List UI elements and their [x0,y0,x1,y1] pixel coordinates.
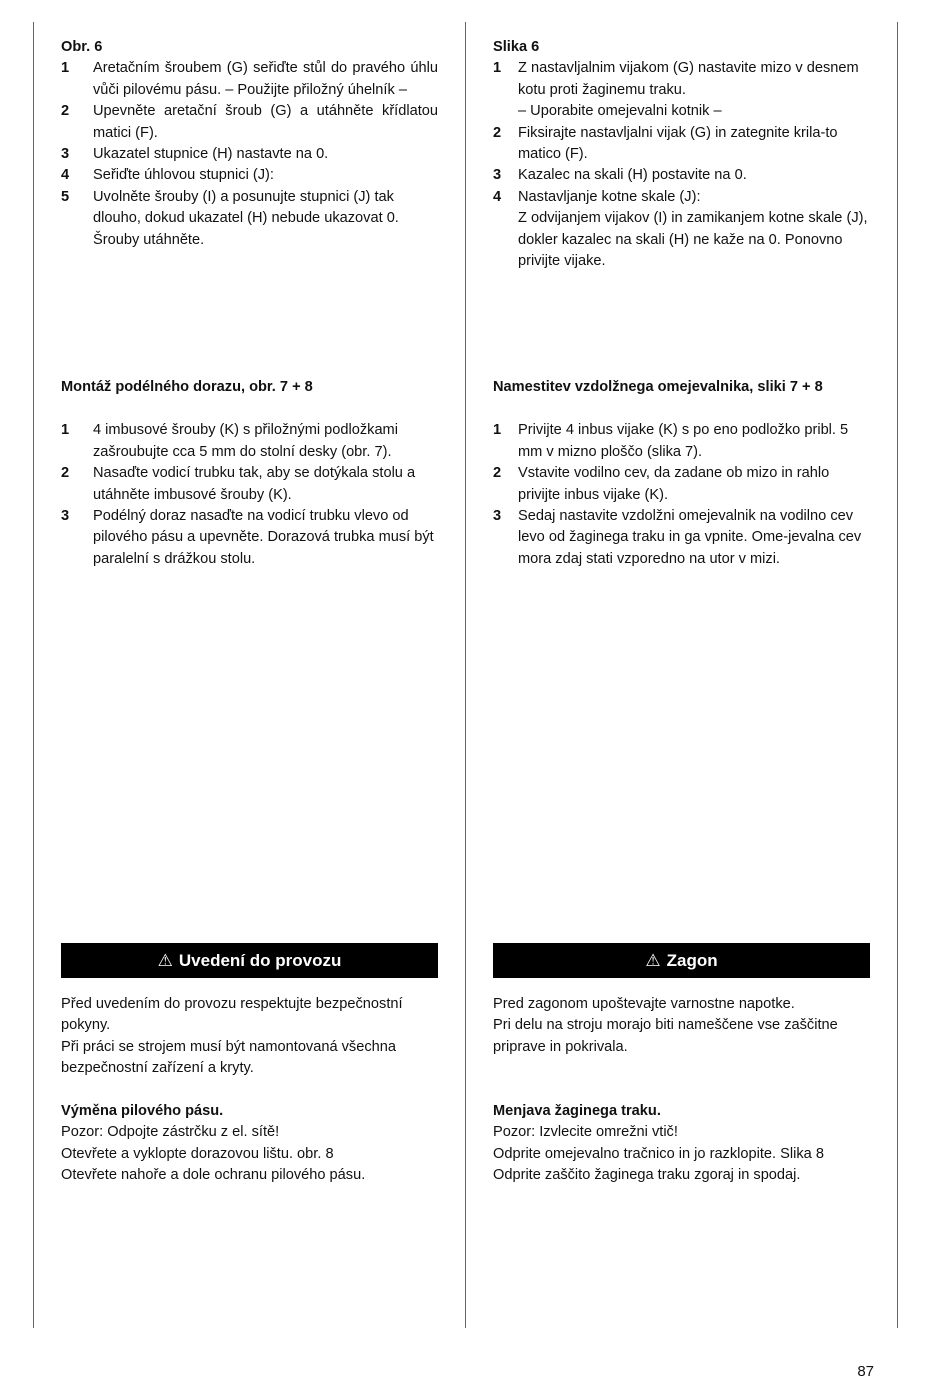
item-text: Nasaďte vodicí trubku tak, aby se dotýkala stolu a utáhněte imbusové šrouby (K). [93,465,416,503]
left-startup-text [61,994,438,1080]
warning-icon: ⚠ [157,951,173,970]
item-text: Uvolněte šrouby (I) a posunujte stupnici (J) tak dlouho, dokud ukazatel (H) nebude ukazovat 0. Šrouby utáhněte. [93,188,399,248]
item-text: Fiksirajte nastavljalni vijak (G) in zategnite krila-to matico (F). [518,124,838,163]
item-text: Nastavljanje kotne skale (J): [518,188,701,205]
list-item [61,506,438,570]
list-item [61,463,438,506]
paragraph-line: Pred zagonom upoštevajte varnostne napotke. [493,996,795,1012]
item-text: 4 imbusové šrouby (K) s přiložnými podložkami zašroubujte cca 5 mm do stolní desky (obr. 7). [93,422,398,460]
item-text: Upevněte aretační šroub (G) a utáhněte křídlatou matici (F). [93,103,438,141]
item-number: 1 [61,422,70,439]
paragraph-line: Otevřete nahoře a dole ochranu pilového pásu. [61,1167,366,1184]
list-item [493,123,870,166]
item-number: 1 [493,60,502,77]
right-startup-title: Zagon [666,951,718,970]
paragraph-line: Při práci se strojem musí být namontovaná všechna bezpečnostní zařízení a kryty. [61,1038,396,1077]
item-text: Podélný doraz nasaďte na vodicí trubku vlevo od pilového pásu a upevněte. Dorazová trubka musí být paralelní s drážkou stolu. [93,508,434,567]
list-item [493,58,870,122]
left-blade-heading: Výměna pilového pásu. [61,1103,224,1119]
item-number: 1 [61,60,70,77]
item-text: Kazalec na skali (H) postavite na 0. [518,167,747,184]
center-column-rule [465,22,466,1328]
item-text: Vstavite vodilno cev, da zadane ob mizo in rahlo privijte inbus vijake (K). [518,465,830,503]
paragraph-line: Odprite omejevalno tračnico in jo razklopite. Slika 8 [493,1145,824,1162]
list-item [493,187,870,273]
left-fig78-heading: Montáž podélného dorazu, obr. 7 + 8 [61,379,313,395]
item-number: 4 [61,167,70,184]
item-subtext: – Uporabite omejevalni kotnik – [518,103,722,120]
right-fig6-section [493,37,870,272]
right-fig78-list [493,420,870,570]
item-number: 3 [61,146,70,163]
paragraph-line: Pozor: Odpojte zástrčku z el. sítě! [61,1124,280,1141]
left-startup-title: Uvedení do provozu [178,951,342,970]
list-item [493,420,870,463]
list-item [61,165,438,186]
item-text: Aretačním šroubem (G) seřiďte stůl do pravého úhlu vůči pilovému pásu. – Použijte přiložný úhelník – [93,60,438,98]
right-blade-section [493,1101,870,1187]
item-text: Seřiďte úhlovou stupnici (J): [93,167,274,184]
left-fig78-list [61,420,438,570]
list-item [61,144,438,165]
right-startup-text [493,994,870,1058]
right-fig78-section [493,377,870,570]
right-fig6-heading: Slika 6 [493,39,540,55]
right-margin-rule [897,22,898,1328]
paragraph-line: Otevřete a vyklopte dorazovou lištu. obr. 8 [61,1145,334,1162]
item-number: 3 [493,508,502,525]
list-item [493,463,870,506]
left-fig6-heading: Obr. 6 [61,39,103,55]
item-number: 2 [493,465,502,482]
left-blade-section [61,1101,438,1187]
list-item [493,506,870,570]
item-number: 2 [61,465,70,482]
right-startup-bar [493,943,870,978]
paragraph-line: Pozor: Izvlecite omrežni vtič! [493,1124,678,1141]
item-subtext: Z odvijanjem vijakov (I) in zamikanjem kotne skale (J), dokler kazalec na skali (H) ne kaže na 0. Ponovno privijte vijake. [518,210,868,270]
page-number: 87 [857,1363,874,1380]
paragraph-line: Pri delu na stroju morajo biti nameščene vse zaščitne priprave in pokrivala. [493,1017,838,1055]
warning-icon: ⚠ [645,951,661,970]
list-item [493,165,870,186]
paragraph-line: Před uvedením do provozu respektujte bezpečnostní pokyny. [61,996,403,1034]
list-item [61,58,438,101]
item-text: Ukazatel stupnice (H) nastavte na 0. [93,146,329,163]
item-number: 2 [493,124,502,141]
item-number: 4 [493,188,502,205]
list-item [61,187,438,251]
item-number: 2 [61,103,70,120]
item-number: 3 [61,508,70,525]
left-fig6-list [61,58,438,251]
item-number: 5 [61,188,70,205]
item-number: 3 [493,167,502,184]
right-fig78-heading: Namestitev vzdolžnega omejevalnika, sliki 7 + 8 [493,379,823,395]
left-fig6-section [61,37,438,251]
list-item [61,101,438,144]
list-item [61,420,438,463]
item-text: Z nastavljalnim vijakom (G) nastavite mizo v desnem kotu proti žaginemu traku. [518,60,859,98]
right-fig6-list [493,58,870,272]
item-text: Privijte 4 inbus vijake (K) s po eno podložko pribl. 5 mm v mizno ploščo (slika 7). [518,422,849,460]
left-startup-bar [61,943,438,978]
right-blade-heading: Menjava žaginega traku. [493,1103,661,1119]
paragraph-line: Odprite zaščito žaginega traku zgoraj in spodaj. [493,1167,801,1184]
item-text: Sedaj nastavite vzdolžni omejevalnik na vodilno cev levo od žaginega traku in ga vpnite. Ome-jevalna cev mora zdaj stati vzporedno na utor v mizi. [518,508,862,567]
left-margin-rule [33,22,34,1328]
item-number: 1 [493,422,502,439]
left-fig78-section [61,377,438,570]
